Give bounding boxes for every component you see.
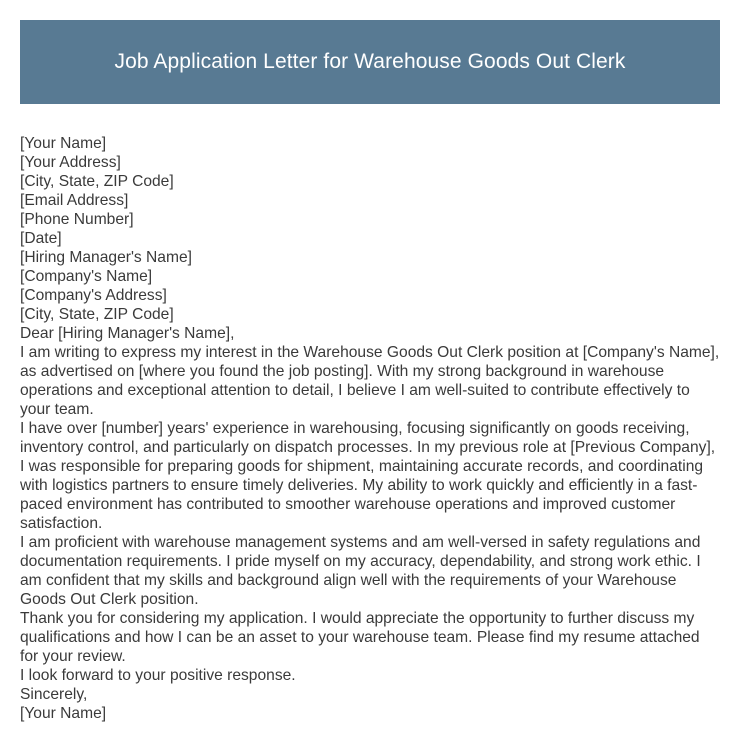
sender-email: [Email Address] [20,192,129,209]
letter-body [20,134,722,723]
paragraph-experience: I have over [number] years' experience in warehousing, focusing significantly on goods receiving, inventory control, and particularly on dispatch processes. In my previous role at [Previous Company], I was responsible for preparing goods for shipment, maintaining accurate records, and coordinating with logistics partners to ensure timely deliveries. My ability to work quickly and efficiently in a fast-paced environment has contributed to smoother warehouse operations and improved customer satisfaction. [20,420,716,532]
sender-phone: [Phone Number] [20,211,134,228]
paragraph-skills: I am proficient with warehouse management systems and am well-versed in safety regulations and documentation requirements. I pride myself on my accuracy, dependability, and strong work ethic. I am confident that my skills and background align well with the requirements of your Warehouse Goods Out Clerk position. [20,534,701,608]
recipient-company-address: [Company's Address] [20,287,167,304]
paragraph-thanks: Thank you for considering my application. I would appreciate the opportunity to further discuss my qualifications and how I can be an asset to your warehouse team. Please find my resume attached for your review. [20,610,700,665]
signature: [Your Name] [20,705,107,722]
title-banner [20,20,720,104]
page-title: Job Application Letter for Warehouse Goods Out Clerk [114,50,626,73]
salutation: Dear [Hiring Manager's Name], [20,325,235,342]
closing: Sincerely, [20,686,88,703]
recipient-city-state-zip: [City, State, ZIP Code] [20,306,174,323]
paragraph-intro: I am writing to express my interest in the Warehouse Goods Out Clerk position at [Company's Name], as advertised on [where you found the job posting]. With my strong background in warehouse operations and exceptional attention to detail, I believe I am well-suited to contribute effectively to your team. [20,344,720,418]
recipient-manager-name: [Hiring Manager's Name] [20,249,192,266]
recipient-company-name: [Company's Name] [20,268,153,285]
letter-date: [Date] [20,230,62,247]
sender-address: [Your Address] [20,154,121,171]
sender-name: [Your Name] [20,135,107,152]
sender-city-state-zip: [City, State, ZIP Code] [20,173,174,190]
paragraph-closing-line: I look forward to your positive response. [20,667,296,684]
